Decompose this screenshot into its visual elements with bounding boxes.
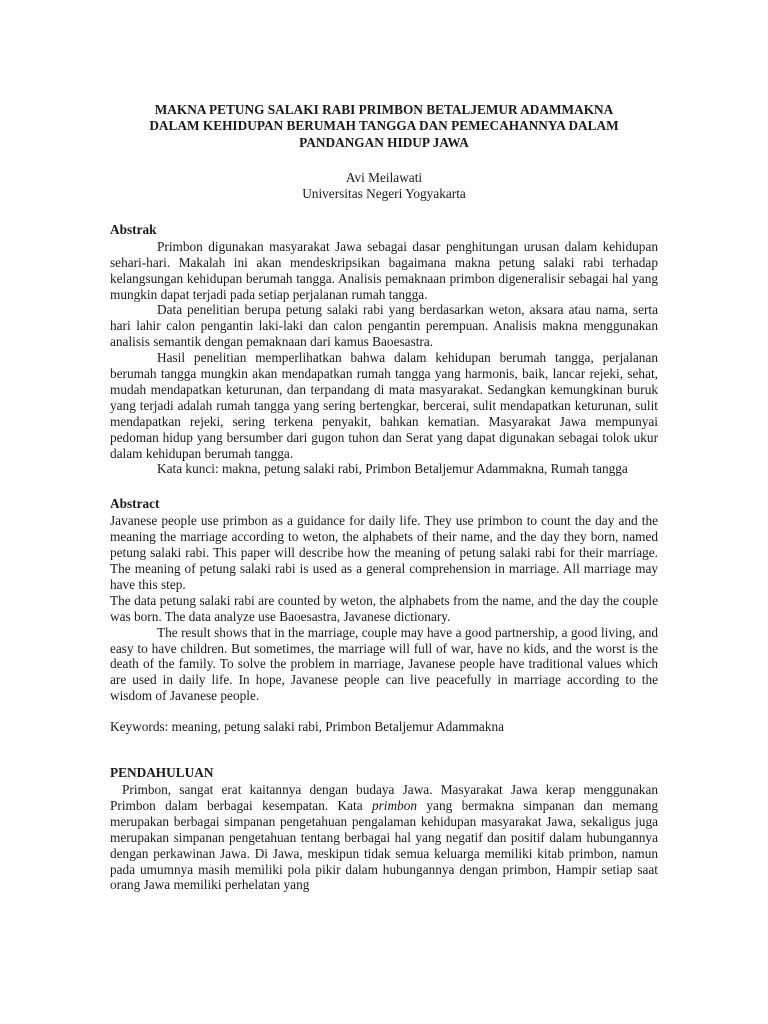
pendahuluan-text: Primbon, sangat erat kaitannya dengan budaya Jawa. Masyarakat Jawa kerap menggunakan Primbon dalam berbagai kesempatan. Kata xyxy=(110,781,658,813)
abstract-keywords: Keywords: meaning, petung salaki rabi, Primbon Betaljemur Adammakna xyxy=(110,719,505,735)
pendahuluan-heading: PENDAHULUAN xyxy=(110,765,214,781)
primbon-italic-term: primbon xyxy=(371,797,418,813)
abstrak-paragraph: Hasil penelitian memperlihatkan bahwa dalam kehidupan berumah tangga, perjalanan berumah tangga mungkin akan mendapatkan rumah tangga yang harmonis, baik, lancar rejeki, sehat, mudah mendapatkan keturunan, dan terpandang di mata masyarakat. Sedangkan kemungkinan buruk yang terjadi adalah rumah tangga yang sering bertengkar, bercerai, sulit mendapatkan keturunan, sulit mendapatkan rejeki, sering terkena penyakit, bahkan kematian. Masyarakat Jawa mempunyai pedoman hidup yang bersumber dari gugon tuhon dan Serat yang dapat digunakan sebagai tolok ukur dalam kehidupan berumah tangga. xyxy=(110,350,658,461)
author-name: Avi Meilawati xyxy=(345,169,423,185)
abstrak-keywords: Kata kunci: makna, petung salaki rabi, Primbon Betaljemur Adammakna, Rumah tangga xyxy=(157,461,628,477)
title-line: DALAM KEHIDUPAN BERUMAH TANGGA DAN PEMECAHANNYA DALAM xyxy=(149,118,619,134)
abstract-paragraph: The data petung salaki rabi are counted by weton, the alphabets from the name, and the day the couple was born. The data analyze use Baoesastra, Javanese dictionary. xyxy=(110,592,658,624)
abstract-heading: Abstract xyxy=(110,496,160,512)
abstract-paragraph: Javanese people use primbon as a guidance for daily life. They use primbon to count the day and the meaning the marriage according to weton, the alphabets of their name, and the day they born, named petung salaki rabi. This paper will describe how the meaning of petung salaki rabi for their marriage. The meaning of petung salaki rabi is used as a general comprehension in marriage. All marriage may have this step. xyxy=(110,513,658,592)
abstrak-heading: Abstrak xyxy=(110,221,157,237)
author-block xyxy=(110,170,658,203)
pendahuluan-paragraph xyxy=(110,782,658,893)
pendahuluan-text: yang bermakna simpanan dan memang merupakan berbagai simpanan pengetahuan pengalaman kehidupan masyarakat Jawa, sekaligus juga merupakan simpanan pengetahuan tentang berbagai hal yang negatif dan positif dalam hubungannya dengan perkawinan Jawa. Di Jawa, meskipun tidak semua keluarga memiliki kitab primbon, namun pada umumnya masih memiliki pola pikir dalam hubungannya dengan primbon, Hampir setiap saat orang Jawa memiliki perhelatan yang xyxy=(110,797,658,893)
author-affiliation: Universitas Negeri Yogyakarta xyxy=(302,186,466,202)
paper-title xyxy=(110,102,658,151)
title-line: MAKNA PETUNG SALAKI RABI PRIMBON BETALJEMUR ADAMMAKNA xyxy=(154,102,614,117)
paper-page xyxy=(110,102,658,893)
abstract-paragraph: The result shows that in the marriage, couple may have a good partnership, a good living, and easy to have children. But sometimes, the marriage will full of war, have no kids, and the worst is the death of the family. To solve the problem in marriage, Javanese people have traditional values which are used in daily life. In hope, Javanese people can live peacefully in marriage according to the wisdom of Javanese people. xyxy=(110,624,658,704)
abstrak-paragraph: Primbon digunakan masyarakat Jawa sebagai dasar penghitungan urusan dalam kehidupan sehari-hari. Makalah ini akan mendeskripsikan bagaimana makna petung salaki rabi terhadap kelangsungan kehidupan berumah tangga. Analisis pemaknaan primbon digeneralisir sebagai hal yang mungkin dapat terjadi pada setiap perjalanan rumah tangga. xyxy=(110,238,658,302)
abstrak-paragraph: Data penelitian berupa petung salaki rabi yang berdasarkan weton, aksara atau nama, serta hari lahir calon pengantin laki-laki dan calon pengantin perempuan. Analisis makna menggunakan analisis semantik dengan pemaknaan dari kamus Baoesastra. xyxy=(110,302,658,350)
title-line: PANDANGAN HIDUP JAWA xyxy=(299,134,469,150)
